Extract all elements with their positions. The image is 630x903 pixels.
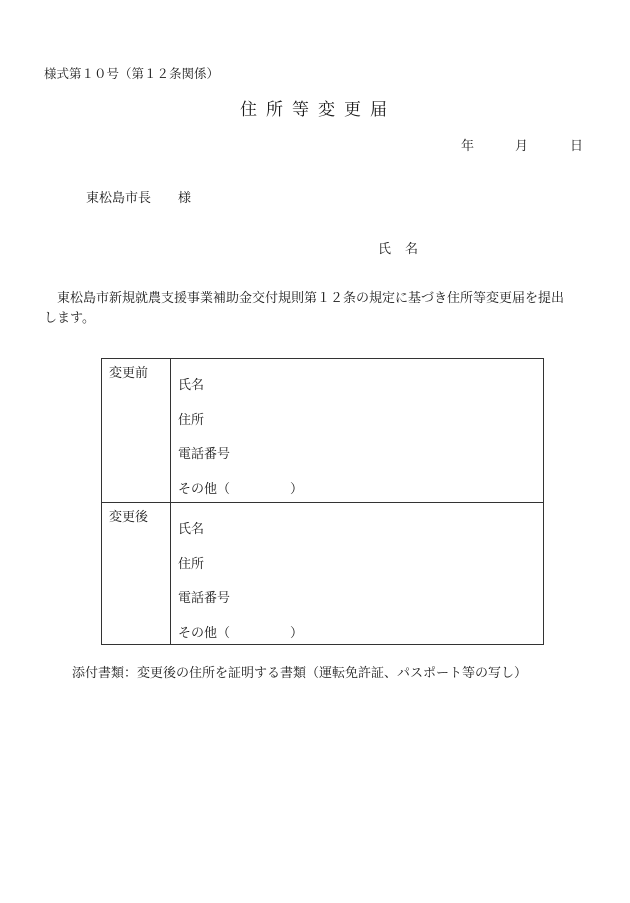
after-other-close: ）	[290, 626, 304, 641]
date-day-label: 日	[570, 139, 584, 154]
statement-line-2: します。	[44, 311, 95, 326]
before-header: 変更前	[102, 359, 171, 502]
document-title: 住所等変更届	[240, 100, 396, 120]
before-phone-field: 電話番号	[178, 447, 231, 462]
addressee-name: 東松島市長	[86, 191, 152, 206]
date-month-label: 月	[515, 139, 529, 154]
after-section	[102, 503, 543, 644]
before-other-open: その他（	[178, 482, 231, 497]
before-name-field: 氏名	[178, 378, 205, 393]
addressee-honorific: 様	[178, 191, 192, 206]
after-header: 変更後	[102, 503, 171, 644]
applicant-name-label: 氏名	[378, 242, 433, 257]
change-table	[101, 358, 544, 645]
statement-line-1: 東松島市新規就農支援事業補助金交付規則第１２条の規定に基づき住所等変更届を提出	[44, 291, 565, 306]
statement-paragraph	[44, 289, 592, 329]
form-number: 様式第１０号（第１２条関係）	[44, 66, 220, 81]
before-section	[102, 359, 543, 503]
after-name-field: 氏名	[178, 522, 205, 537]
before-other-field	[178, 478, 303, 497]
before-address-field: 住所	[178, 413, 205, 428]
after-phone-field: 電話番号	[178, 591, 231, 606]
attachment-note: 添付書類：変更後の住所を証明する書類（運転免許証、パスポート等の写し）	[72, 666, 528, 681]
date-year-label: 年	[461, 139, 475, 154]
after-other-open: その他（	[178, 626, 231, 641]
after-other-field	[178, 622, 303, 641]
before-other-close: ）	[290, 482, 304, 497]
after-address-field: 住所	[178, 557, 205, 572]
